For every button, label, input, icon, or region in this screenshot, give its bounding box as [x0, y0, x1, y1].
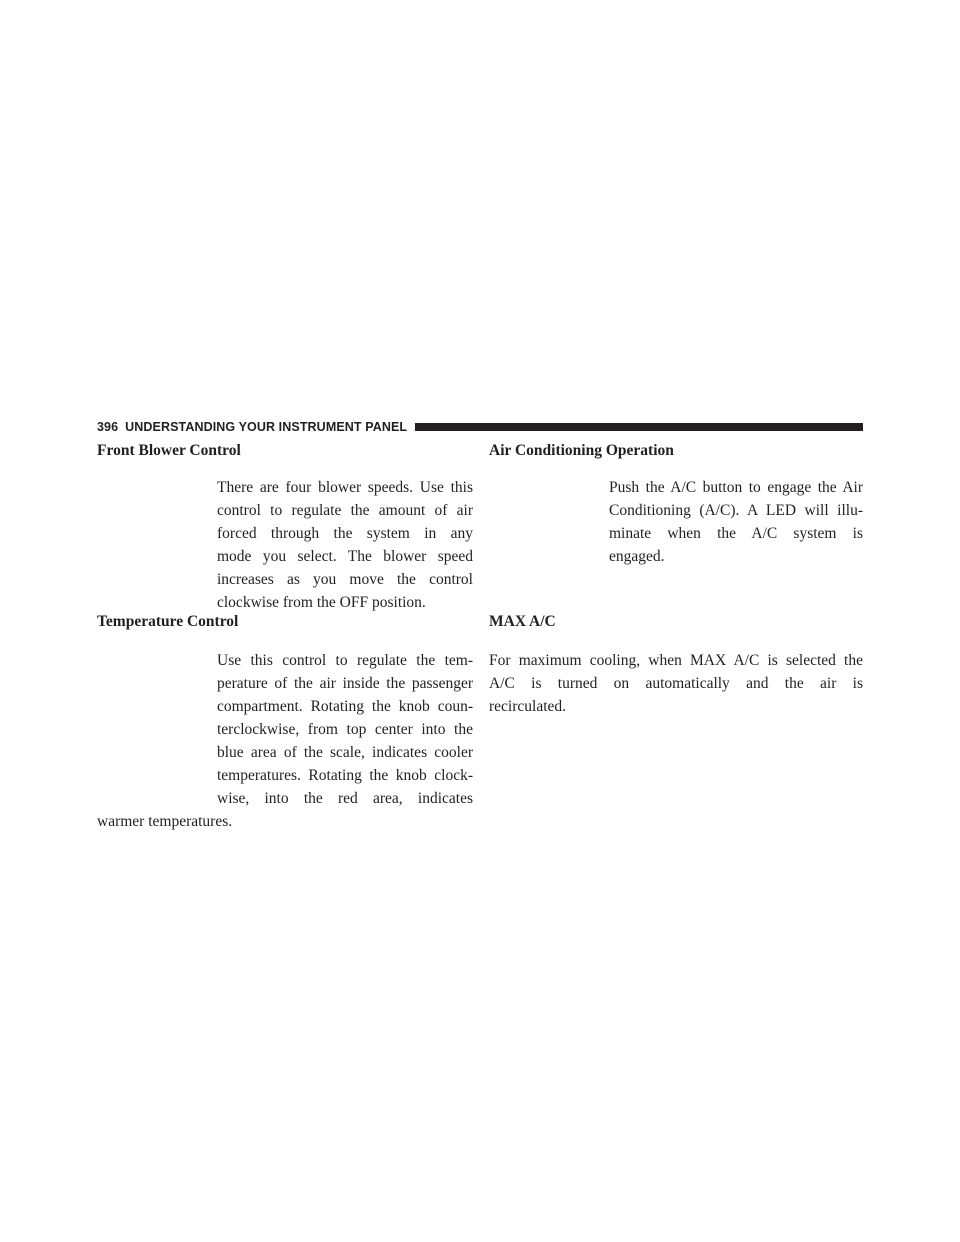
text-line: Conditioning (A/C). A LED will illu- — [609, 502, 863, 519]
air-conditioning-heading: Air Conditioning Operation — [489, 442, 674, 459]
text-line: warmer temperatures. — [97, 813, 233, 830]
max-ac-paragraph — [489, 649, 863, 718]
text-line: Push the A/C button to engage the Air — [609, 479, 863, 496]
text-line: forced through the system in any — [217, 525, 473, 542]
text-line: mode you select. The blower speed — [217, 548, 473, 565]
text-line: perature of the air inside the passenger — [217, 675, 473, 692]
text-line: terclockwise, from top center into the — [217, 721, 473, 738]
temperature-control-icon-area — [97, 649, 197, 749]
temperature-heading: Temperature Control — [97, 613, 239, 630]
text-line: A/C is turned on automatically and the air is — [489, 675, 863, 692]
ac-button-icon-area — [489, 476, 589, 576]
front-blower-paragraph — [217, 476, 473, 614]
text-line: clockwise from the OFF position. — [217, 594, 426, 611]
text-line: compartment. Rotating the knob coun- — [217, 698, 473, 715]
text-line: blue area of the scale, indicates cooler — [217, 744, 473, 761]
text-line: recirculated. — [489, 698, 567, 715]
text-line: For maximum cooling, when MAX A/C is selected the — [489, 652, 863, 669]
max-ac-heading: MAX A/C — [489, 613, 556, 630]
text-line: Use this control to regulate the tem- — [217, 652, 473, 669]
text-line: temperatures. Rotating the knob clock- — [217, 767, 473, 784]
header-rule — [415, 423, 863, 431]
text-line: wise, into the red area, indicates — [217, 790, 473, 807]
text-line: engaged. — [609, 548, 665, 565]
temperature-paragraph — [97, 649, 473, 833]
air-conditioning-paragraph — [609, 476, 863, 568]
running-header — [97, 419, 863, 435]
text-line: minate when the A/C system is — [609, 525, 863, 542]
text-line: There are four blower speeds. Use this — [217, 479, 473, 496]
page-number: 396 — [97, 420, 119, 434]
text-line: increases as you move the control — [217, 571, 473, 588]
running-title: UNDERSTANDING YOUR INSTRUMENT PANEL — [125, 420, 408, 434]
text-line: control to regulate the amount of air — [217, 502, 473, 519]
front-blower-heading: Front Blower Control — [97, 442, 241, 459]
blower-control-icon-area — [97, 476, 197, 576]
